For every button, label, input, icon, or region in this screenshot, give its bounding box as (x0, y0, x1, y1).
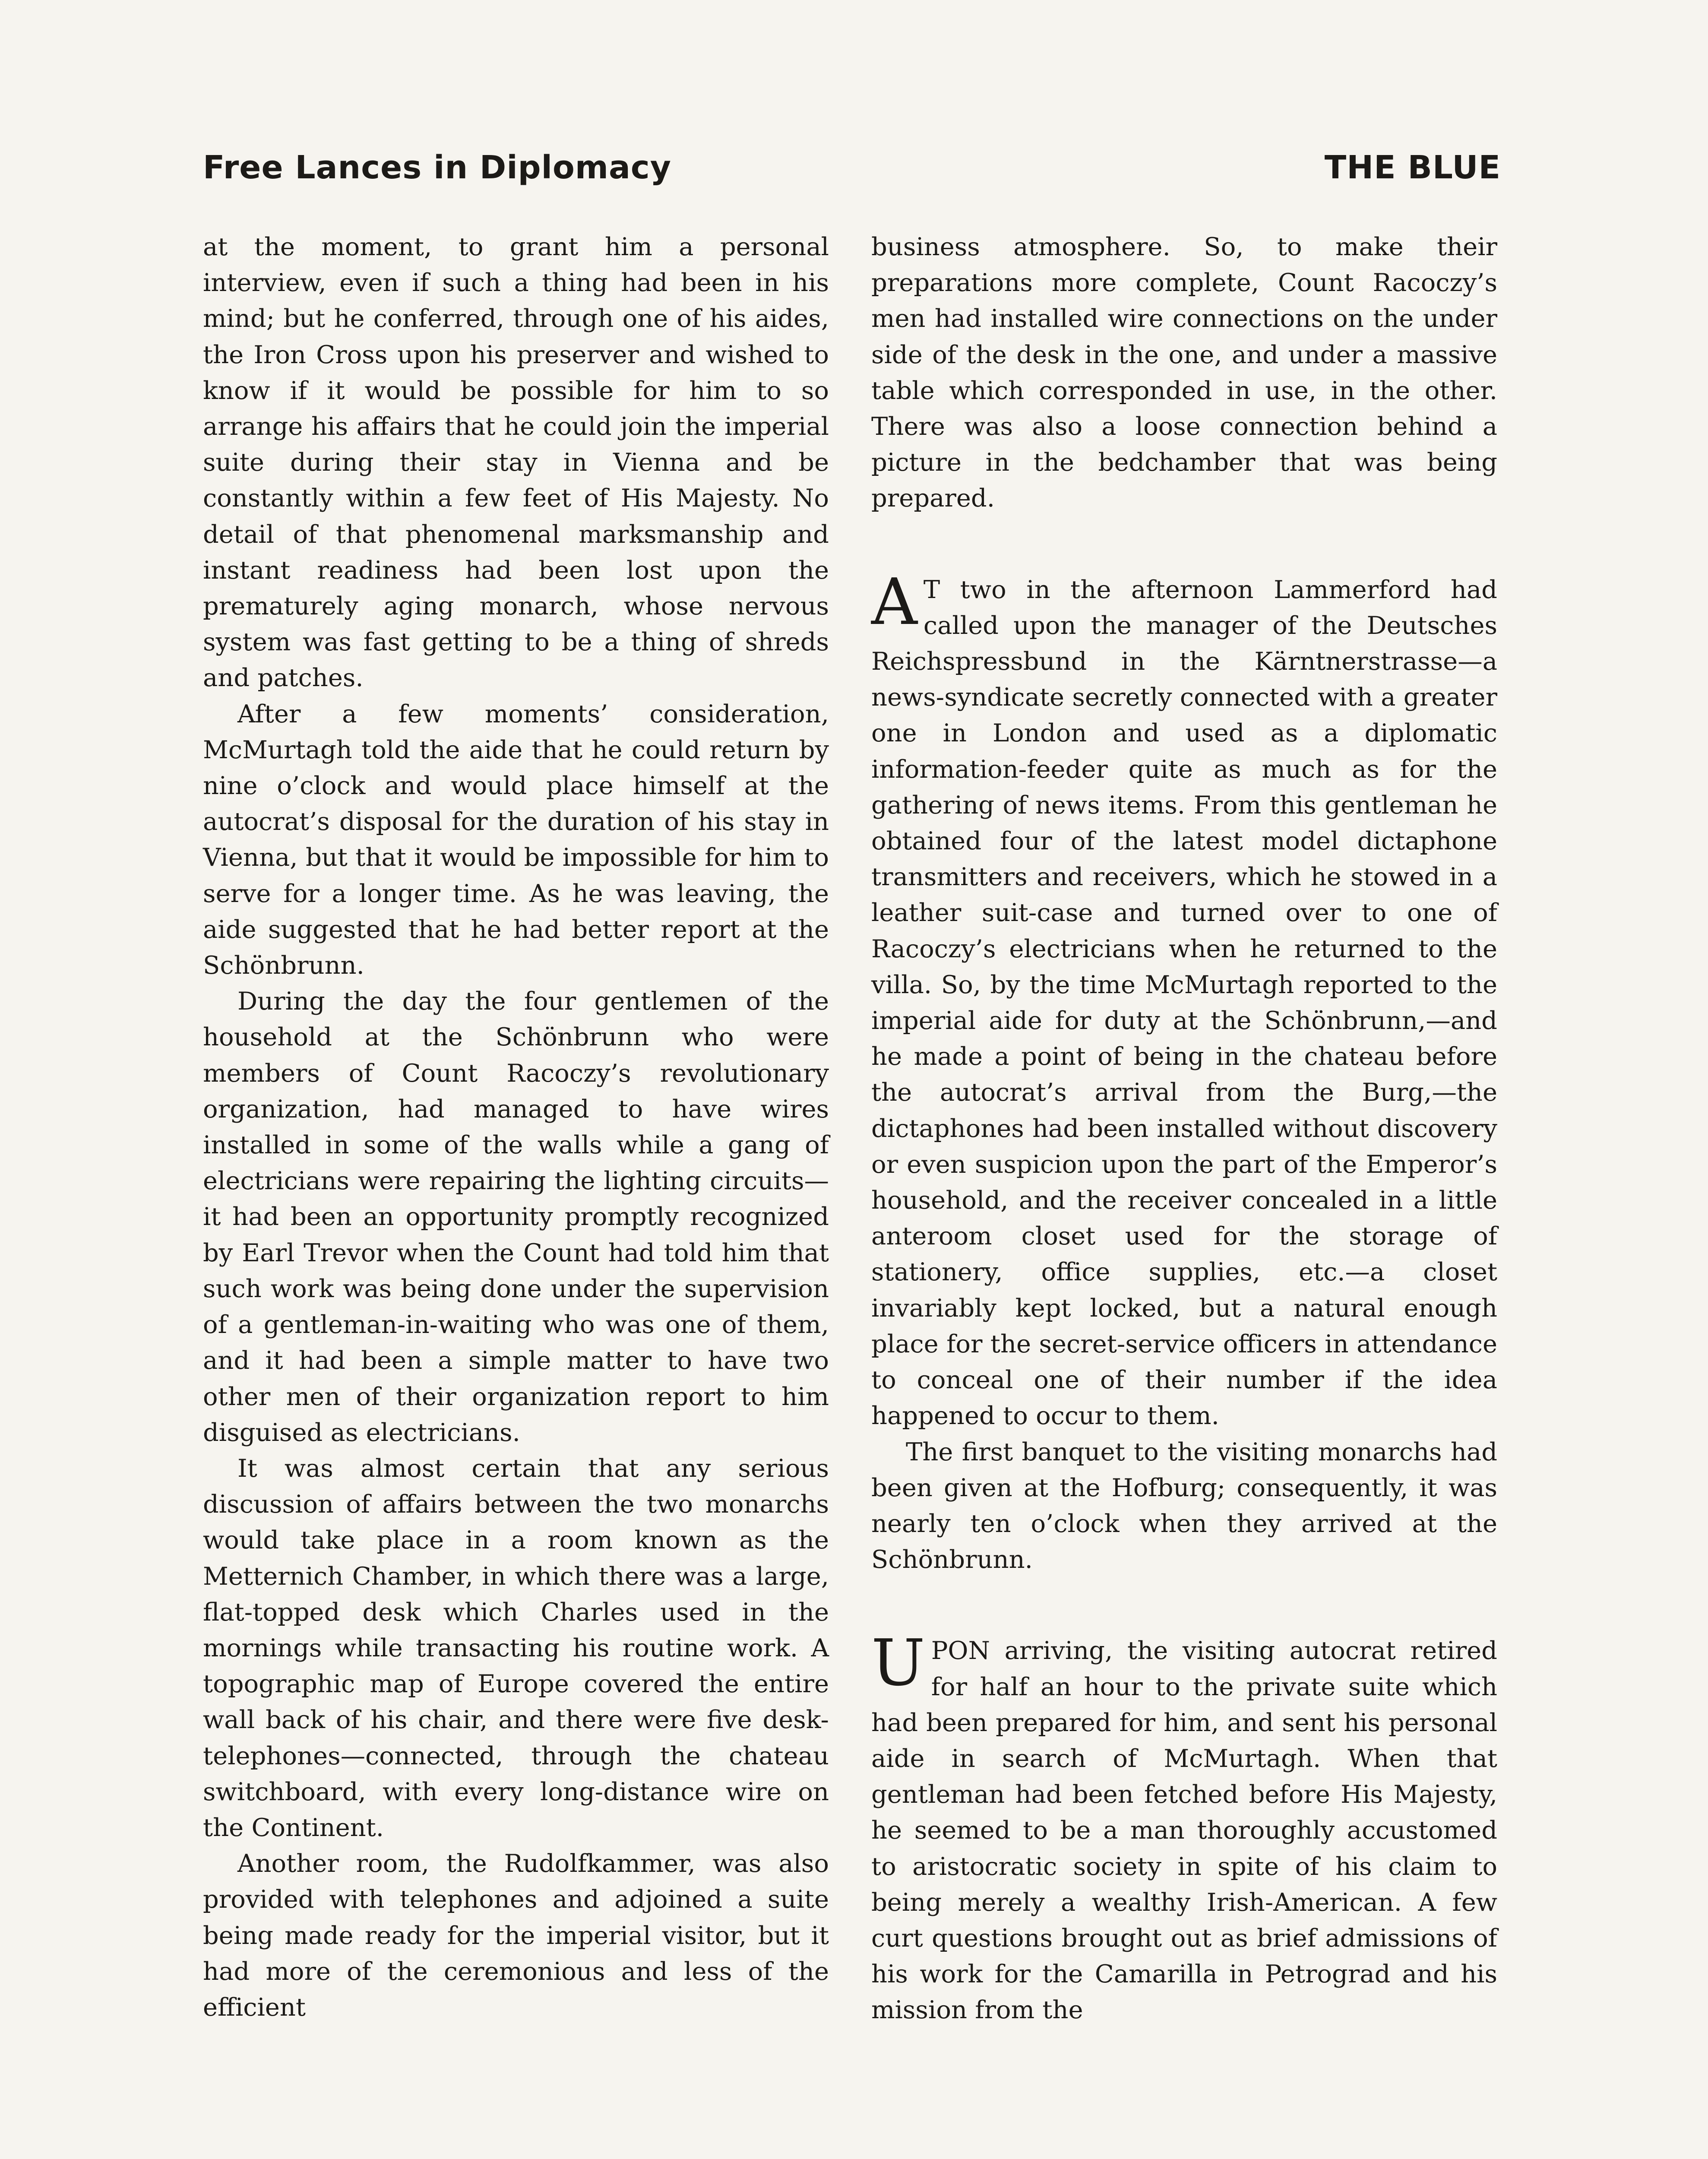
section-text: T two in the afternoon Lammerford had called upon the manager of the Deutsches Reichspressbund in the Kärntnerstrasse—a news-syndicate secretly connected with a greater one in London and used as a diplomatic information-feeder quite as much as for the gathering of news items. From this gentleman he obtained four of the latest model dictaphone transmitters and receivers, which he stowed in a leather suit-case and turned over to one of Racoczy’s electricians when he returned to the villa. So, by the time McMurtagh reported to the imperial aide for duty at the Schönbrunn,—and he made a point of being in the chateau before the autocrat’s arrival from the Burg,—the dictaphones had been installed without discovery or even suspicion upon the part of the Emperor’s household, and the receiver concealed in a little anteroom closet used for the storage of stationery, office supplies, etc.—a closet invariably kept locked, but a natural enough place for the secret-service officers in attendance to conceal one of their number if the idea happened to occur to them. (871, 575, 1497, 1431)
drop-cap: A (871, 564, 917, 639)
story-title: Free Lances in Diplomacy (203, 149, 672, 186)
section-break (871, 516, 1497, 572)
right-column (871, 229, 1497, 2028)
section-text: PON arriving, the visiting autocrat retired for half an hour to the private suite which had been prepared for him, and sent his personal aide in search of McMurtagh. When that gentleman had been fetched before His Majesty, he seemed to be a man thoroughly accustomed to aristocratic society in spite of his claim to being merely a wealthy Irish-American. A few curt questions brought out as brief admissions of his work for the Camarilla in Petrograd and his mission from the (871, 1636, 1497, 2025)
running-head (203, 149, 1501, 186)
paragraph: During the day the four gentlemen of the household at the Schönbrunn who were members of Count Racoczy’s revolutionary organization, had managed to have wires installed in some of the walls while a gang of electricians were repairing the lighting circuits—it had been an opportunity promptly recognized by Earl Trevor when the Count had told him that such work was being done under the supervision of a gentleman-in-waiting who was one of them, and it had been a simple matter to have two other men of their organization report to him disguised as electricians. (203, 987, 829, 1447)
section-paragraph (871, 564, 1497, 1434)
section-break (871, 1577, 1497, 1633)
paragraph: The first banquet to the visiting monarchs had been given at the Hofburg; consequently, it was nearly ten o’clock when they arrived at the Schönbrunn. (871, 1437, 1497, 1574)
paragraph: After a few moments’ consideration, McMurtagh told the aide that he could return by nine o’clock and would place himself at the autocrat’s disposal for the duration of his stay in Vienna, but that it would be impossible for him to serve for a longer time. As he was leaving, the aide suggested that he had better report at the Schönbrunn. (203, 699, 829, 980)
section-paragraph (871, 1626, 1497, 2028)
left-column (203, 229, 829, 2025)
paragraph: business atmosphere. So, to make their preparations more complete, Count Racoczy’s men had installed wire connections on the under side of the desk in the one, and under a massive table which corresponded in use, in the other. There was also a loose connection behind a picture in the bedchamber that was being prepared. (871, 232, 1497, 513)
paragraph: Another room, the Rudolfkammer, was also provided with telephones and adjoined a suite being made ready for the imperial visitor, but it had more of the ceremonious and less of the efficient (203, 1849, 829, 2022)
paragraph: at the moment, to grant him a personal interview, even if such a thing had been in his mind; but he conferred, through one of his aides, the Iron Cross upon his preserver and wished to know if it would be possible for him to so arrange his affairs that he could join the imperial suite during their stay in Vienna and be constantly within a few feet of His Majesty. No detail of that phenomenal marksmanship and instant readiness had been lost upon the prematurely aging monarch, whose nervous system was fast getting to be a thing of shreds and patches. (203, 232, 829, 693)
paragraph: It was almost certain that any serious discussion of affairs between the two monarchs would take place in a room known as the Metternich Chamber, in which there was a large, flat-topped desk which Charles used in the mornings while transacting his routine work. A topographic map of Europe covered the entire wall back of his chair, and there were five desk-telephones—connected, through the chateau switchboard, with every long-distance wire on the Continent. (203, 1453, 829, 1842)
magazine-title: THE BLUE (1324, 149, 1501, 186)
drop-cap: U (871, 1626, 925, 1700)
